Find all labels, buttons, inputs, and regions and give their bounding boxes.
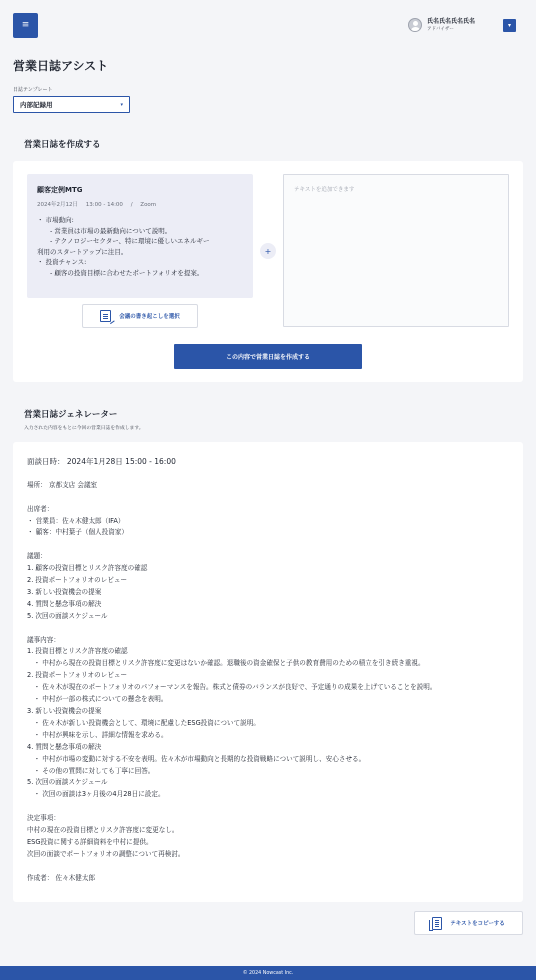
journal-line: ・ 営業員：佐々木健太郎（IFA） <box>27 516 125 525</box>
journal-line: 2. 投資ポートフォリオのレビュー <box>27 671 128 680</box>
journal-line: 場所： 京都支店 会議室 <box>27 480 98 489</box>
generator-subtitle: 入力された内容をもとに今回の営業日誌を作成します。 <box>24 426 144 431</box>
plus-icon: + <box>264 246 272 256</box>
journal-line: 議事内容： <box>27 635 60 644</box>
journal-line: 1. 投資目標とリスク許容度の確認 <box>27 647 128 656</box>
text-input-area[interactable] <box>283 174 509 327</box>
journal-line: ・ 顧客：中村葉子（個人投資家） <box>27 528 129 537</box>
memo-title: 顧客定例MTG <box>37 186 83 194</box>
memo-line: - テクノロジーセクター、特に環境に優しいエネルギー <box>37 237 210 245</box>
journal-line: 3. 新しい投資機会の提案 <box>27 587 102 596</box>
user-profile[interactable] <box>408 17 475 33</box>
journal-blank-line <box>27 801 509 813</box>
memo-line: ・ 市場動向: <box>37 216 74 224</box>
chevron-down-icon: ▾ <box>120 101 123 108</box>
copy-text-button[interactable] <box>414 911 523 935</box>
journal-line: 5. 次回の面談スケジュール <box>27 778 108 787</box>
footer <box>0 966 536 980</box>
memo-line: ・ 投資チャンス: <box>37 258 87 266</box>
memo-date: 2024年2月12日 <box>37 202 78 208</box>
journal-blank-line <box>27 623 509 635</box>
create-section-title: 営業日誌を作成する <box>24 140 101 150</box>
memo-separator: / <box>130 202 133 208</box>
journal-line: ・ 中村から現在の投資目標とリスク許容度に変更はないか確認。退職後の資金確保と子供の教育費用のための積立を引き続き重視。 <box>27 659 425 668</box>
journal-line: 2. 投資ポートフォリオのレビュー <box>27 576 128 585</box>
journal-line: 面談日時： 2024年1月28日 15:00 - 16:00 <box>27 457 176 466</box>
journal-blank-line <box>27 468 509 480</box>
template-select[interactable] <box>13 96 130 113</box>
memo-line: - 営業員は市場の最新動向について説明。 <box>37 226 172 235</box>
user-name: 氏名氏名氏名氏名 <box>427 18 476 25</box>
journal-line: 作成者： 佐々木健太郎 <box>27 873 96 882</box>
journal-line: 4. 質問と懸念事項の解決 <box>27 742 102 751</box>
document-edit-icon <box>100 310 111 322</box>
memo-place: Zoom <box>140 202 157 208</box>
template-label: 日誌テンプレート <box>13 87 53 93</box>
journal-line: ESG投資に関する詳細資料を中村に提供。 <box>27 837 153 846</box>
select-transcript-button[interactable] <box>82 304 198 328</box>
journal-line: 出席者： <box>27 504 54 513</box>
generated-journal <box>13 442 523 902</box>
journal-line: 次回の面談でポートフォリオの調整について再検討。 <box>27 849 185 858</box>
journal-line: 議題： <box>27 552 47 561</box>
journal-line: 3. 新しい投資機会の提案 <box>27 706 102 715</box>
avatar-icon <box>408 18 422 32</box>
create-journal-button[interactable]: この内容で営業日誌を作成する <box>174 344 362 369</box>
journal-blank-line <box>27 539 509 551</box>
copy-icon <box>432 917 442 930</box>
user-role: アドバイザー <box>427 27 454 32</box>
memo-time: 13:00 - 14:00 <box>85 202 123 208</box>
journal-line: ・ 佐々木が現在のポートフォリオのパフォーマンスを報告。株式と債券のバランスが良好で、予定通りの成果を上げていることを説明。 <box>27 683 437 692</box>
journal-line: 4. 質問と懸念事項の解決 <box>27 599 102 608</box>
journal-line: ・ 中村が市場の変動に対する不安を表明。佐々木が市場動向と長期的な投資戦略について説明し、安心させる。 <box>27 754 366 763</box>
copyright-text: © 2024 Nowcast Inc. <box>242 970 294 976</box>
page-title: 営業日誌アシスト <box>13 59 109 73</box>
memo-line: - 顧客の投資目標に合わせたポートフォリオを提案。 <box>37 268 204 277</box>
memo-meta <box>37 201 243 209</box>
user-dropdown-button[interactable] <box>503 19 516 32</box>
create-card <box>13 161 523 382</box>
journal-line: 決定事項： <box>27 814 60 823</box>
journal-line: ・ 佐々木が新しい投資機会として、環境に配慮したESG投資について説明。 <box>27 718 260 727</box>
journal-blank-line <box>27 861 509 873</box>
memo-line: 利用のスタートアップに注目。 <box>37 247 128 256</box>
hamburger-menu-icon: ≡ <box>21 20 30 30</box>
journal-line: 5. 次回の面談スケジュール <box>27 611 108 620</box>
journal-line: ・ 中村が一部の株式についての懸念を表明。 <box>27 695 168 704</box>
memo-body <box>37 215 243 278</box>
journal-line: ・ 次回の面談は3ヶ月後の4月28日に設定。 <box>27 790 165 799</box>
memo-card[interactable] <box>27 174 253 298</box>
generator-section-title: 営業日誌ジェネレーター <box>24 410 118 420</box>
add-button[interactable] <box>260 243 276 259</box>
journal-blank-line <box>27 492 509 504</box>
input-placeholder: テキストを追加できます <box>294 187 355 193</box>
journal-line: ・ 中村が興味を示し、詳細な情報を求める。 <box>27 730 168 739</box>
journal-line: ・ その他の質問に対しても丁寧に回答。 <box>27 766 155 775</box>
copy-text-label: テキストをコピーする <box>450 921 505 927</box>
menu-button[interactable] <box>13 13 38 38</box>
select-transcript-label: 会議の書き起こしを選択 <box>119 314 180 320</box>
chevron-down-icon: ▾ <box>507 22 511 29</box>
journal-line: 中村の現在の投資目標とリスク許容度に変更なし。 <box>27 826 179 835</box>
template-select-value: 内部記録用 <box>20 101 53 109</box>
journal-line: 1. 顧客の投資目標とリスク許容度の確認 <box>27 564 148 573</box>
